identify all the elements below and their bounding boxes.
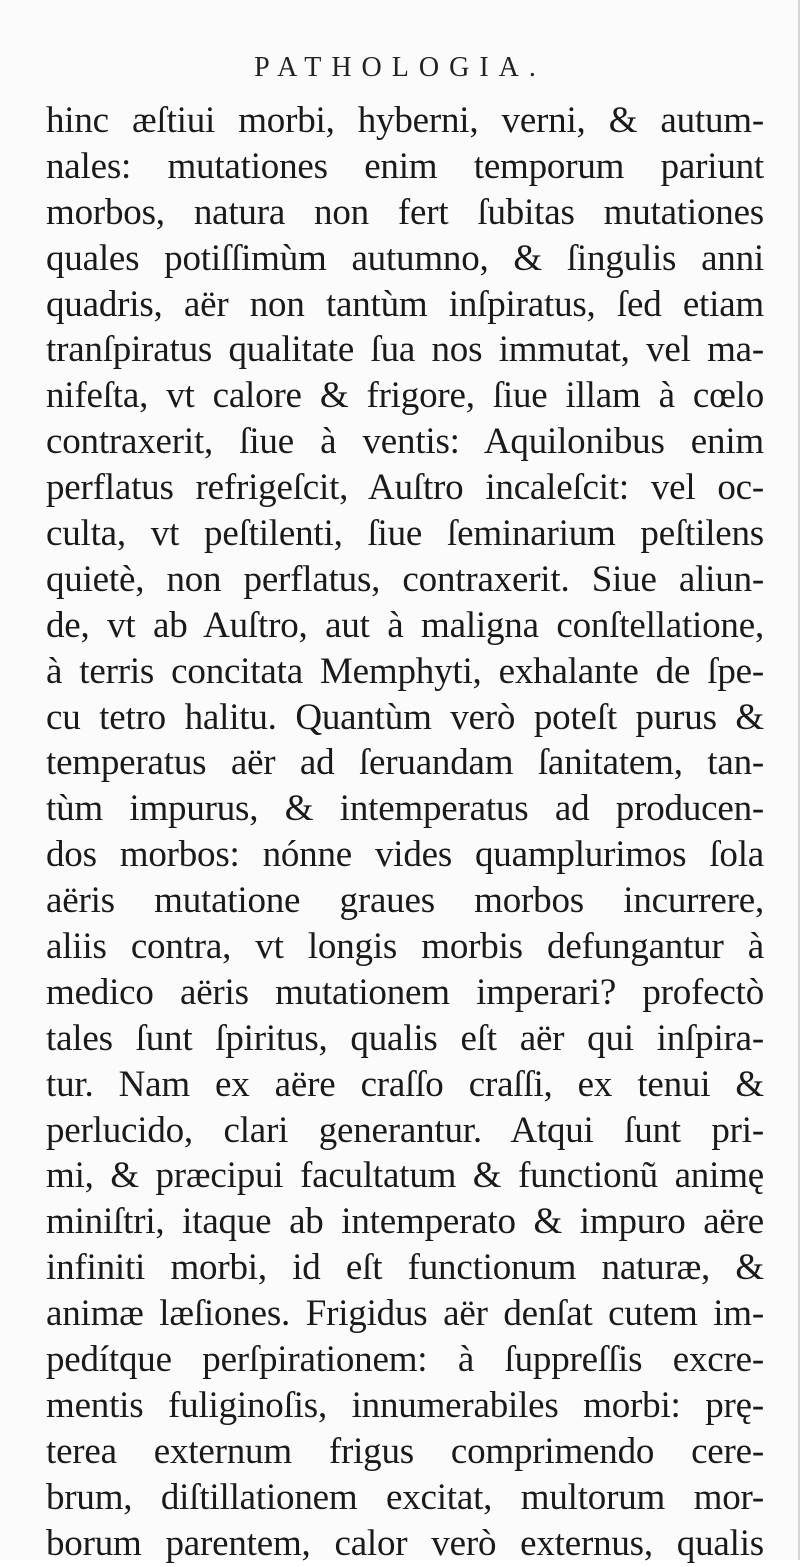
text-line: terea externum frigus comprimendo cere- xyxy=(46,1430,764,1472)
text-line: miniſtri, itaque ab intemperato & impuro aëre xyxy=(46,1201,764,1243)
text-line: quietè, non perflatus, contraxerit. Siue aliun- xyxy=(46,558,764,600)
text-line: nales: mutationes enim temporum pariunt xyxy=(46,145,764,187)
text-line: aliis contra, vt longis morbis defungantur à xyxy=(46,926,764,968)
text-line: animæ læſiones. Frigidus aër denſat cutem im- xyxy=(46,1293,764,1335)
text-line: dos morbos: nónne vides quamplurimos ſola xyxy=(46,834,764,876)
text-line: contraxerit, ſiue à ventis: Aquilonibus enim xyxy=(46,421,764,463)
text-line: tùm impurus, & intemperatus ad producen- xyxy=(46,788,764,830)
text-line: temperatus aër ad ſeruandam ſanitatem, tan- xyxy=(46,742,764,784)
text-line: brum, diſtillationem excitat, multorum mor- xyxy=(46,1476,764,1518)
text-line: nifeſta, vt calore & frigore, ſiue illam à cœlo xyxy=(46,375,764,417)
text-line: quales potiſſimùm autumno, & ſingulis anni xyxy=(46,237,764,279)
text-line: mi, & præcipui facultatum & functionũ animę xyxy=(46,1155,764,1197)
running-head: PATHOLOGIA. xyxy=(254,52,546,83)
text-line: à terris concitata Memphyti, exhalante de ſpe- xyxy=(46,650,764,692)
body-text xyxy=(46,98,764,1567)
text-line: aëris mutatione graues morbos incurrere, xyxy=(46,880,764,922)
text-line: tranſpiratus qualitate ſua nos immutat, vel ma- xyxy=(46,329,764,371)
text-line: pedítque perſpirationem: à ſuppreſſis excre- xyxy=(46,1339,764,1381)
text-line: tur. Nam ex aëre craſſo craſſi, ex tenui & xyxy=(46,1063,764,1105)
text-line: culta, vt peſtilenti, ſiue ſeminarium peſtilens xyxy=(46,513,764,555)
text-line: perflatus refrigeſcit, Auſtro incaleſcit: vel oc- xyxy=(46,467,764,509)
text-line: perlucido, clari generantur. Atqui ſunt pri- xyxy=(46,1109,764,1151)
text-line: medico aëris mutationem imperari? profectò xyxy=(46,971,764,1013)
text-line: borum parentem, calor verò externus, qualis xyxy=(46,1522,764,1564)
text-line: hinc æſtiui morbi, hyberni, verni, & autum- xyxy=(46,100,764,141)
text-line: de, vt ab Auſtro, aut à maligna conſtellatione, xyxy=(46,604,764,646)
text-line: mentis fuliginoſis, innumerabiles morbi: prę- xyxy=(46,1384,764,1426)
text-line: infiniti morbi, id eſt functionum naturæ, & xyxy=(46,1247,764,1289)
text-line: morbos, natura non fert ſubitas mutationes xyxy=(46,191,764,233)
text-line: quadris, aër non tantùm inſpiratus, ſed etiam xyxy=(46,283,764,325)
text-line: cu tetro halitu. Quantùm verò poteſt purus & xyxy=(46,696,764,738)
text-line: tales ſunt ſpiritus, qualis eſt aër qui inſpira- xyxy=(46,1017,764,1059)
